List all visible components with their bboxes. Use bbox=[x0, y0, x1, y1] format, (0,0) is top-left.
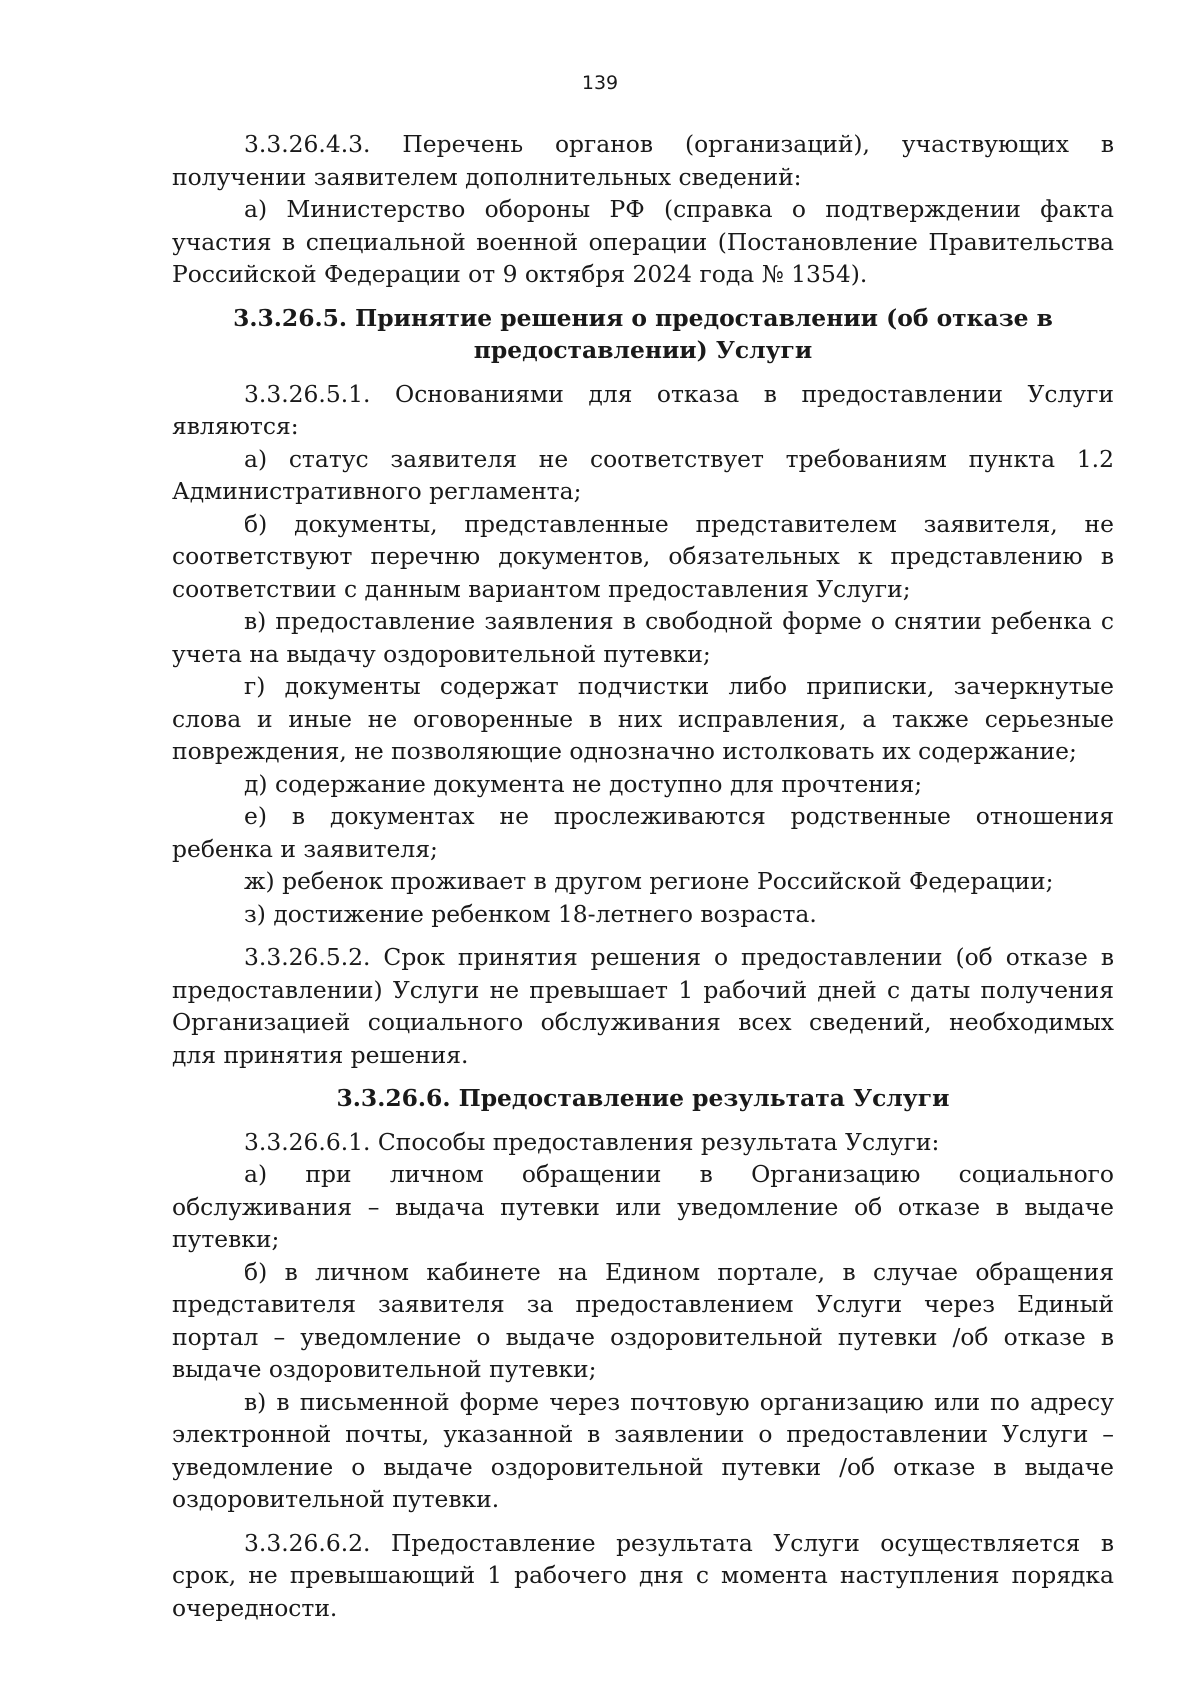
refusal-ground-v: в) предоставление заявления в свободной форме о снятии ребенка с учета на выдачу оздоровительной путевки; bbox=[172, 607, 1114, 668]
refusal-ground-e: е) в документах не прослеживаются родственные отношения ребенка и заявителя; bbox=[172, 802, 1114, 863]
paragraph-3-3-26-5-1: 3.3.26.5.1. Основаниями для отказа в предоставлении Услуги являются: bbox=[172, 379, 1114, 440]
paragraph-item-a-ministry: а) Министерство обороны РФ (справка о подтверждении факта участия в специальной военной операции (Постановление Правительства Российской Федерации от 9 октября 2024 года № 1354). bbox=[172, 195, 1114, 288]
page-number: 139 bbox=[581, 72, 619, 94]
result-method-v: в) в письменной форме через почтовую организацию или по адресу электронной почты, указанной в заявлении о предоставлении Услуги – уведомление о выдаче оздоровительной путевки /об отказе в выдаче оздоровительной путевки. bbox=[172, 1387, 1114, 1513]
refusal-ground-z: з) достижение ребенком 18-летнего возраста. bbox=[244, 899, 817, 928]
paragraph-3-3-26-5-2: 3.3.26.5.2. Срок принятия решения о предоставлении (об отказе в предоставлении) Услуги не превышает 1 рабочий дней с даты получения Организацией социального обслуживания всех сведений, необходимых для принятия решения. bbox=[172, 943, 1114, 1069]
section-heading-3-3-26-6: 3.3.26.6. Предоставление результата Услуги bbox=[336, 1084, 950, 1112]
refusal-ground-zh: ж) ребенок проживает в другом регионе Российской Федерации; bbox=[244, 867, 1054, 895]
section-heading-3-3-26-5 bbox=[172, 302, 1114, 367]
refusal-ground-b: б) документы, представленные представителем заявителя, не соответствуют перечню документов, обязательных к представлению в соответствии с данным вариантом предоставления Услуги; bbox=[172, 509, 1114, 603]
result-method-b: б) в личном кабинете на Едином портале, в случае обращения представителя заявителя за предоставлением Услуги через Единый портал – уведомление о выдаче оздоровительной путевки /об отказе в выдаче оздоровительной путевки; bbox=[172, 1257, 1114, 1383]
document-body bbox=[172, 128, 1114, 1624]
refusal-ground-d: д) содержание документа не доступно для прочтения; bbox=[244, 769, 923, 798]
refusal-ground-g: г) документы содержат подчистки либо приписки, зачеркнутые слова и иные не оговоренные в них исправления, а также серьезные повреждения, не позволяющие однозначно истолковать их содержание; bbox=[172, 672, 1114, 765]
paragraph-3-3-26-4-3: 3.3.26.4.3. Перечень органов (организаций), участвующих в получении заявителем дополнительных сведений: bbox=[172, 130, 1114, 191]
result-method-a: а) при личном обращении в Организацию социального обслуживания – выдача путевки или уведомление об отказе в выдаче путевки; bbox=[172, 1160, 1114, 1253]
paragraph-3-3-26-6-2: 3.3.26.6.2. Предоставление результата Услуги осуществляется в срок, не превышающий 1 рабочего дня с момента наступления порядка очередности. bbox=[172, 1528, 1114, 1622]
section-heading-3-3-26-5-line1: 3.3.26.5. Принятие решения о предоставлении (об отказе в bbox=[233, 303, 1053, 332]
section-heading-3-3-26-5-line2: предоставлении) Услуги bbox=[473, 336, 813, 364]
paragraph-3-3-26-6-1: 3.3.26.6.1. Способы предоставления результата Услуги: bbox=[244, 1127, 940, 1156]
refusal-ground-a: а) статус заявителя не соответствует требованиям пункта 1.2 Административного регламента; bbox=[172, 444, 1114, 505]
